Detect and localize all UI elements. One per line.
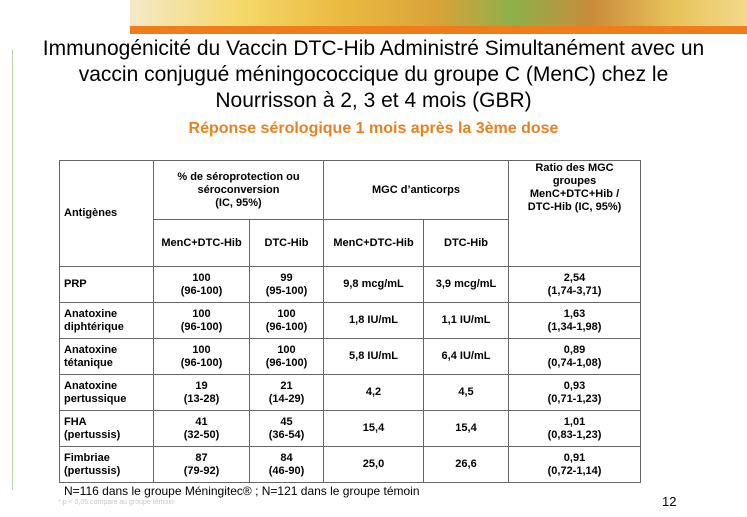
title-line-2: vaccin conjugué méningococcique du groupe C (MenC) chez le: [78, 63, 669, 86]
cell-sero-dtc: 100 (96-100): [250, 339, 324, 375]
cell-sero-dtc: 21 (14-29): [250, 375, 324, 411]
table-header-row: [60, 161, 641, 220]
cell-ratio: 0,91 (0,72-1,14): [509, 447, 641, 483]
cell-mgc-menc: 9,8 mcg/mL: [324, 267, 424, 303]
cell-antigen: Fimbriae (pertussis): [60, 447, 154, 483]
left-divider-line: [12, 50, 13, 490]
results-table: [59, 160, 641, 483]
footnote-sample-size: N=116 dans le groupe Méningitec® ; N=121 dans le groupe témoin: [64, 484, 420, 498]
cell-sero-menc: 19 (13-28): [154, 375, 250, 411]
cell-mgc-dtc: 3,9 mcg/mL: [424, 267, 509, 303]
header-mgc: MGC d’anticorps: [324, 161, 509, 220]
cell-ratio: 1,01 (0,83-1,23): [509, 411, 641, 447]
cell-mgc-menc: 4,2: [324, 375, 424, 411]
cell-mgc-dtc: 15,4: [424, 411, 509, 447]
header-seroprotection: % de séroprotection ou séroconversion (IC, 95%): [154, 161, 324, 220]
cell-ratio: 0,93 (0,71-1,23): [509, 375, 641, 411]
cell-sero-dtc: 84 (46-90): [250, 447, 324, 483]
cell-sero-dtc: 99 (95-100): [250, 267, 324, 303]
cell-mgc-dtc: 4,5: [424, 375, 509, 411]
table-row: [60, 447, 641, 483]
title-line-3: Nourrisson à 2, 3 et 4 mois (GBR): [215, 89, 532, 112]
table-row: [60, 339, 641, 375]
cell-mgc-menc: 1,8 IU/mL: [324, 303, 424, 339]
cell-mgc-dtc: 1,1 IU/mL: [424, 303, 509, 339]
cell-sero-menc: 100 (96-100): [154, 303, 250, 339]
table-row: [60, 303, 641, 339]
cell-sero-dtc: 45 (36-54): [250, 411, 324, 447]
table-row: [60, 267, 641, 303]
cell-mgc-menc: 15,4: [324, 411, 424, 447]
table-row: [60, 375, 641, 411]
cell-sero-menc: 87 (79-92): [154, 447, 250, 483]
cell-mgc-dtc: 26,6: [424, 447, 509, 483]
subheader-sero-menc: MenC+DTC-Hib: [154, 220, 250, 267]
cell-ratio: 2,54 (1,74-3,71): [509, 267, 641, 303]
cell-antigen: Anatoxine diphtérique: [60, 303, 154, 339]
cell-sero-dtc: 100 (96-100): [250, 303, 324, 339]
cell-antigen: PRP: [60, 267, 154, 303]
cell-mgc-menc: 25,0: [324, 447, 424, 483]
table-row: [60, 411, 641, 447]
cell-antigen: FHA (pertussis): [60, 411, 154, 447]
header-banner-image: [130, 0, 747, 26]
header-antigens: Antigènes: [60, 161, 154, 267]
title-line-1: Immunogénicité du Vaccin DTC-Hib Administré Simultanément avec un: [42, 37, 705, 60]
cell-sero-menc: 100 (96-100): [154, 339, 250, 375]
cell-mgc-dtc: 6,4 IU/mL: [424, 339, 509, 375]
page-number: 12: [662, 494, 677, 509]
cell-antigen: Anatoxine tétanique: [60, 339, 154, 375]
subheader-mgc-menc: MenC+DTC-Hib: [324, 220, 424, 267]
header-orange-bar: [130, 26, 747, 34]
cell-sero-menc: 100 (96-100): [154, 267, 250, 303]
cell-mgc-menc: 5,8 IU/mL: [324, 339, 424, 375]
cell-ratio: 0,89 (0,74-1,08): [509, 339, 641, 375]
cell-ratio: 1,63 (1,34-1,98): [509, 303, 641, 339]
cell-antigen: Anatoxine pertussique: [60, 375, 154, 411]
cell-sero-menc: 41 (32-50): [154, 411, 250, 447]
subheader-mgc-dtc: DTC-Hib: [424, 220, 509, 267]
faint-footnote: * p < 0,05 comparé au groupe témoin: [58, 499, 174, 506]
slide-title: [20, 36, 727, 114]
slide-subtitle: Réponse sérologique 1 mois après la 3ème dose: [188, 120, 559, 137]
subheader-sero-dtc: DTC-Hib: [250, 220, 324, 267]
header-ratio: Ratio des MGC groupes MenC+DTC+Hib / DTC-Hib (IC, 95%): [509, 161, 641, 267]
